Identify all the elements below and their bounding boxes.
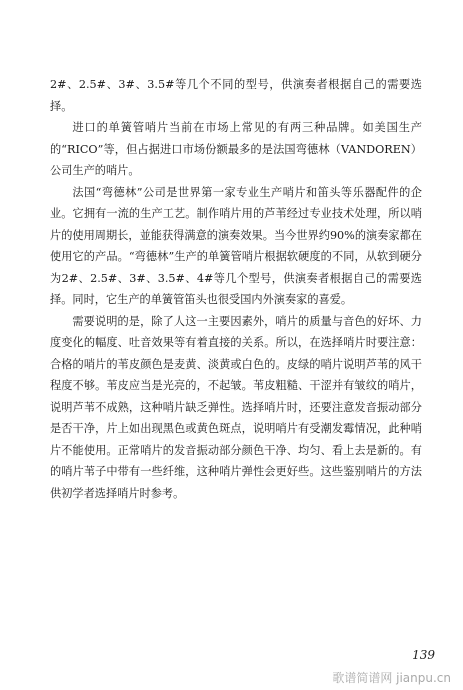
body-text [50,74,422,504]
paragraph-2: 进口的单簧管哨片当前在市场上常见的有两三种品牌。如美国生产的“RICO”等，但占据进口市场份额最多的是法国弯德林（VANDOREN）公司生产的哨片。 [50,121,422,177]
paragraph-4: 需要说明的是，除了人这一主要因素外，哨片的质量与音色的好坏、力度变化的幅度、吐音效果等有着直接的关系。所以，在选择哨片时要注意：合格的哨片的苇皮颜色是麦黄、淡黄或白色的。皮绿的哨片说明芦苇的风干程度不够。苇皮应当是光亮的，不起皱。苇皮粗糙、干涩并有皱纹的哨片，说明芦苇不成熟，这种哨片缺乏弹性。选择哨片时，还要注意发音振动部分是否干净，片上如出现黑色或黄色斑点，说明哨片有受潮发霉情况，此种哨片不能使用。正常哨片的发音振动部分颜色干净、均匀、看上去是新的。有的哨片苇子中带有一些纤维，这种哨片弹性会更好些。这些鉴别哨片的方法供初学者选择哨片时参考。 [50,314,422,500]
paragraph-3: 法国“弯德林”公司是世界第一家专业生产哨片和笛头等乐器配件的企业。它拥有一流的生产工艺。制作哨片用的芦苇经过专业技术处理，所以哨片的使用周期长，並能获得满意的演奏效果。当今世界约90%的演奏家都在使用它的产品。“弯德林”生产的单簧管哨片根据软硬度的不同，从软到硬分为2#、2.5#、3#、3.5#、4#等几个型号，供演奏者根据自己的需要选择。同时，它生产的单簧管笛头也很受国内外演奏家的喜爱。 [50,185,422,306]
page-number: 139 [412,648,435,662]
paragraph-1: 2#、2.5#、3#、3.5#等几个不同的型号，供演奏者根据自己的需要选择。 [50,78,422,113]
site-watermark: 歌谱简谱网 jianpu.cn [332,671,451,685]
